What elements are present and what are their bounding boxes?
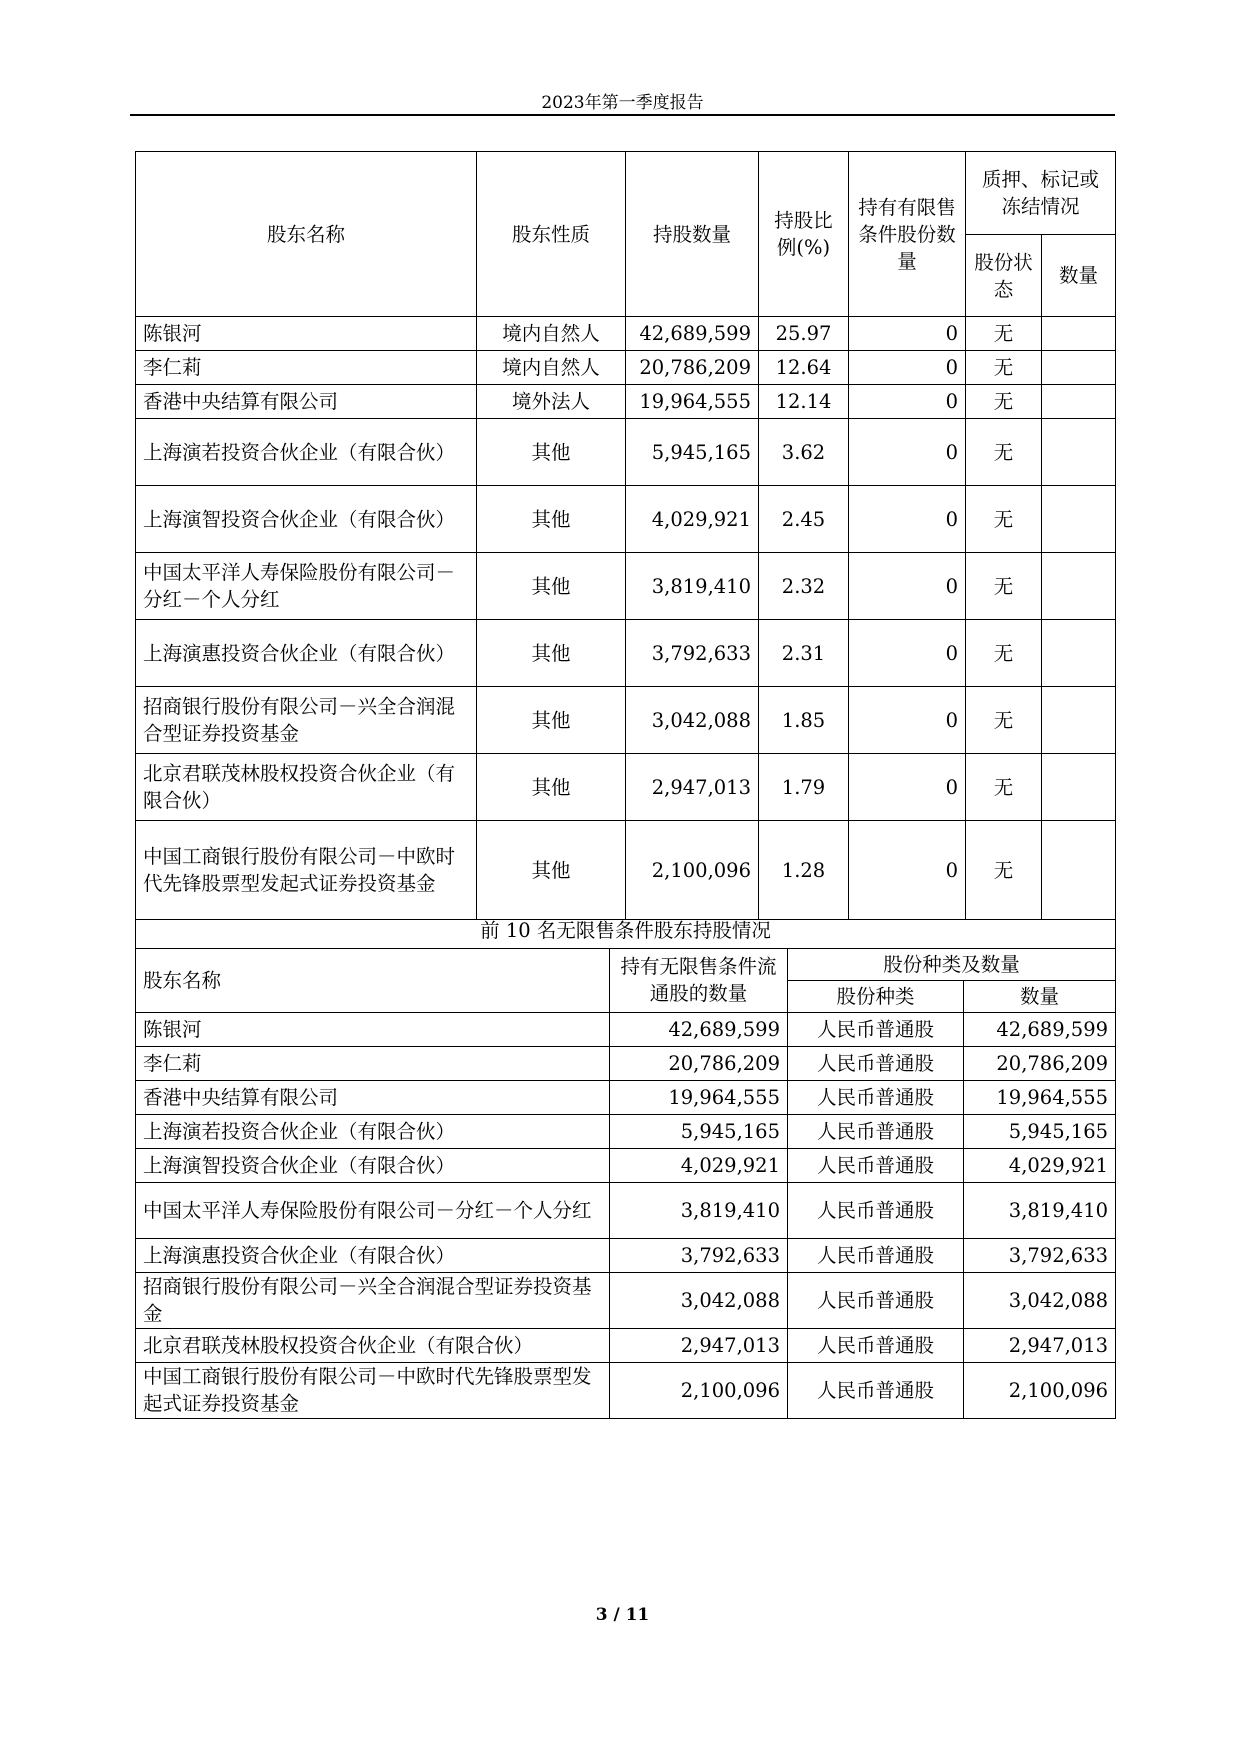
- shareholder-name-cell: 中国太平洋人寿保险股份有限公司－分红－个人分红: [136, 1182, 610, 1238]
- page-number: 3 / 11: [595, 1605, 650, 1625]
- shares-cell: 5,945,165: [626, 419, 759, 486]
- ratio-cell: 12.14: [759, 385, 849, 419]
- share-qty-cell: 2,100,096: [964, 1362, 1116, 1418]
- table-row: [136, 1046, 1116, 1080]
- share-type-cell: 人民币普通股: [788, 1328, 964, 1362]
- shareholder-nature-cell: 其他: [477, 419, 626, 486]
- shares-cell: 3,792,633: [626, 620, 759, 687]
- share-type-cell: 人民币普通股: [788, 1080, 964, 1114]
- pledge-status-cell: 无: [966, 351, 1042, 385]
- shareholder-name-cell: 中国工商银行股份有限公司－中欧时代先锋股票型发起式证券投资基金: [136, 1362, 610, 1418]
- header2-shareholder-name: 股东名称: [136, 948, 610, 1012]
- header-shareholder-name: 股东名称: [136, 152, 477, 317]
- unrestricted-shares-cell: 2,947,013: [610, 1328, 788, 1362]
- pledge-qty-cell: [1042, 620, 1116, 687]
- ratio-cell: 3.62: [759, 419, 849, 486]
- unrestricted-table-title: 前 10 名无限售条件股东持股情况: [136, 914, 1116, 948]
- shareholder-nature-cell: 其他: [477, 821, 626, 920]
- pledge-status-cell: 无: [966, 419, 1042, 486]
- table-row: [136, 351, 1116, 385]
- share-qty-cell: 5,945,165: [964, 1114, 1116, 1148]
- shareholder-name-cell: 上海演智投资合伙企业（有限合伙）: [136, 486, 477, 553]
- share-type-cell: 人民币普通股: [788, 1012, 964, 1046]
- pledge-qty-cell: [1042, 486, 1116, 553]
- restricted-shares-cell: 0: [849, 385, 966, 419]
- restricted-shares-cell: 0: [849, 351, 966, 385]
- header2-qty: 数量: [964, 980, 1116, 1012]
- table-row: [136, 317, 1116, 351]
- shareholder-name-cell: 北京君联茂林股权投资合伙企业（有限合伙）: [136, 754, 477, 821]
- unrestricted-shareholders-table: [135, 914, 1116, 1419]
- ratio-cell: 2.31: [759, 620, 849, 687]
- shareholder-name-cell: 上海演惠投资合伙企业（有限合伙）: [136, 620, 477, 687]
- shareholder-name-cell: 李仁莉: [136, 351, 477, 385]
- shareholder-name-cell: 上海演惠投资合伙企业（有限合伙）: [136, 1238, 610, 1272]
- shares-cell: 2,100,096: [626, 821, 759, 920]
- restricted-shares-cell: 0: [849, 821, 966, 920]
- header2-share-type-qty: 股份种类及数量: [788, 948, 1116, 980]
- pledge-status-cell: 无: [966, 553, 1042, 620]
- pledge-status-cell: 无: [966, 754, 1042, 821]
- restricted-shares-cell: 0: [849, 419, 966, 486]
- header-divider: [130, 114, 1115, 116]
- header-shareholder-nature: 股东性质: [477, 152, 626, 317]
- shareholder-name-cell: 中国工商银行股份有限公司－中欧时代先锋股票型发起式证券投资基金: [136, 821, 477, 920]
- page-header-title: 2023年第一季度报告: [541, 93, 704, 113]
- pledge-qty-cell: [1042, 419, 1116, 486]
- share-qty-cell: 20,786,209: [964, 1046, 1116, 1080]
- unrestricted-shares-cell: 3,792,633: [610, 1238, 788, 1272]
- shares-cell: 3,042,088: [626, 687, 759, 754]
- table-row: [136, 1362, 1116, 1418]
- pledge-qty-cell: [1042, 317, 1116, 351]
- shareholder-nature-cell: 境内自然人: [477, 351, 626, 385]
- table-row: [136, 1114, 1116, 1148]
- shareholder-nature-cell: 其他: [477, 486, 626, 553]
- shareholder-name-cell: 招商银行股份有限公司－兴全合润混合型证券投资基金: [136, 687, 477, 754]
- restricted-shares-cell: 0: [849, 754, 966, 821]
- ratio-cell: 1.85: [759, 687, 849, 754]
- pledge-qty-cell: [1042, 385, 1116, 419]
- unrestricted-shares-cell: 2,100,096: [610, 1362, 788, 1418]
- shareholder-name-cell: 招商银行股份有限公司－兴全合润混合型证券投资基金: [136, 1272, 610, 1328]
- shareholder-name-cell: 香港中央结算有限公司: [136, 1080, 610, 1114]
- table-row: [136, 553, 1116, 620]
- pledge-qty-cell: [1042, 553, 1116, 620]
- shareholder-name-cell: 陈银河: [136, 317, 477, 351]
- table-row: [136, 1328, 1116, 1362]
- table-row: [136, 1148, 1116, 1182]
- share-type-cell: 人民币普通股: [788, 1046, 964, 1080]
- share-qty-cell: 4,029,921: [964, 1148, 1116, 1182]
- unrestricted-shares-cell: 20,786,209: [610, 1046, 788, 1080]
- shareholder-name-cell: 上海演若投资合伙企业（有限合伙）: [136, 419, 477, 486]
- shares-cell: 3,819,410: [626, 553, 759, 620]
- unrestricted-shares-cell: 42,689,599: [610, 1012, 788, 1046]
- pledge-qty-cell: [1042, 754, 1116, 821]
- ratio-cell: 25.97: [759, 317, 849, 351]
- pledge-status-cell: 无: [966, 620, 1042, 687]
- header-pledge-qty: 数量: [1042, 235, 1116, 317]
- ratio-cell: 1.28: [759, 821, 849, 920]
- share-type-cell: 人民币普通股: [788, 1148, 964, 1182]
- table-row: [136, 687, 1116, 754]
- restricted-shares-cell: 0: [849, 317, 966, 351]
- shareholder-name-cell: 中国太平洋人寿保险股份有限公司－分红－个人分红: [136, 553, 477, 620]
- shareholder-nature-cell: 境外法人: [477, 385, 626, 419]
- table-row: [136, 754, 1116, 821]
- shares-cell: 2,947,013: [626, 754, 759, 821]
- header-pledge-status: 股份状态: [966, 235, 1042, 317]
- table-row: [136, 1012, 1116, 1046]
- unrestricted-shares-cell: 3,819,410: [610, 1182, 788, 1238]
- shareholder-nature-cell: 其他: [477, 553, 626, 620]
- share-type-cell: 人民币普通股: [788, 1182, 964, 1238]
- pledge-status-cell: 无: [966, 385, 1042, 419]
- ratio-cell: 2.32: [759, 553, 849, 620]
- pledge-status-cell: 无: [966, 821, 1042, 920]
- shareholder-name-cell: 李仁莉: [136, 1046, 610, 1080]
- share-type-cell: 人民币普通股: [788, 1114, 964, 1148]
- unrestricted-shares-cell: 5,945,165: [610, 1114, 788, 1148]
- table-row: [136, 1182, 1116, 1238]
- pledge-qty-cell: [1042, 821, 1116, 920]
- shareholder-nature-cell: 境内自然人: [477, 317, 626, 351]
- restricted-shares-cell: 0: [849, 687, 966, 754]
- header-pledge: 质押、标记或冻结情况: [966, 152, 1116, 235]
- unrestricted-shares-cell: 4,029,921: [610, 1148, 788, 1182]
- shares-cell: 20,786,209: [626, 351, 759, 385]
- ratio-cell: 2.45: [759, 486, 849, 553]
- ratio-cell: 12.64: [759, 351, 849, 385]
- shareholder-name-cell: 北京君联茂林股权投资合伙企业（有限合伙）: [136, 1328, 610, 1362]
- header2-unrestricted: 持有无限售条件流通股的数量: [610, 948, 788, 1012]
- share-qty-cell: 2,947,013: [964, 1328, 1116, 1362]
- share-type-cell: 人民币普通股: [788, 1362, 964, 1418]
- shareholder-nature-cell: 其他: [477, 754, 626, 821]
- header-shares: 持股数量: [626, 152, 759, 317]
- share-type-cell: 人民币普通股: [788, 1238, 964, 1272]
- table-row: [136, 620, 1116, 687]
- ratio-cell: 1.79: [759, 754, 849, 821]
- restricted-shares-cell: 0: [849, 553, 966, 620]
- pledge-status-cell: 无: [966, 317, 1042, 351]
- share-qty-cell: 3,819,410: [964, 1182, 1116, 1238]
- shareholder-name-cell: 香港中央结算有限公司: [136, 385, 477, 419]
- header-ratio: 持股比例(%): [759, 152, 849, 317]
- shareholder-name-cell: 陈银河: [136, 1012, 610, 1046]
- unrestricted-shares-cell: 3,042,088: [610, 1272, 788, 1328]
- table-row: [136, 385, 1116, 419]
- unrestricted-shares-cell: 19,964,555: [610, 1080, 788, 1114]
- shares-cell: 42,689,599: [626, 317, 759, 351]
- share-qty-cell: 3,792,633: [964, 1238, 1116, 1272]
- shareholder-nature-cell: 其他: [477, 687, 626, 754]
- pledge-qty-cell: [1042, 351, 1116, 385]
- shareholder-nature-cell: 其他: [477, 620, 626, 687]
- pledge-status-cell: 无: [966, 486, 1042, 553]
- shareholder-name-cell: 上海演智投资合伙企业（有限合伙）: [136, 1148, 610, 1182]
- table-row: [136, 486, 1116, 553]
- header2-share-type: 股份种类: [788, 980, 964, 1012]
- top-shareholders-table: [135, 151, 1116, 920]
- share-type-cell: 人民币普通股: [788, 1272, 964, 1328]
- table-row: [136, 821, 1116, 920]
- shareholder-name-cell: 上海演若投资合伙企业（有限合伙）: [136, 1114, 610, 1148]
- table-row: [136, 1080, 1116, 1114]
- share-qty-cell: 3,042,088: [964, 1272, 1116, 1328]
- shares-cell: 4,029,921: [626, 486, 759, 553]
- restricted-shares-cell: 0: [849, 486, 966, 553]
- pledge-qty-cell: [1042, 687, 1116, 754]
- pledge-status-cell: 无: [966, 687, 1042, 754]
- shares-cell: 19,964,555: [626, 385, 759, 419]
- table-row: [136, 419, 1116, 486]
- restricted-shares-cell: 0: [849, 620, 966, 687]
- header-restricted-shares: 持有有限售条件股份数量: [849, 152, 966, 317]
- share-qty-cell: 42,689,599: [964, 1012, 1116, 1046]
- table-row: [136, 1272, 1116, 1328]
- table-row: [136, 1238, 1116, 1272]
- share-qty-cell: 19,964,555: [964, 1080, 1116, 1114]
